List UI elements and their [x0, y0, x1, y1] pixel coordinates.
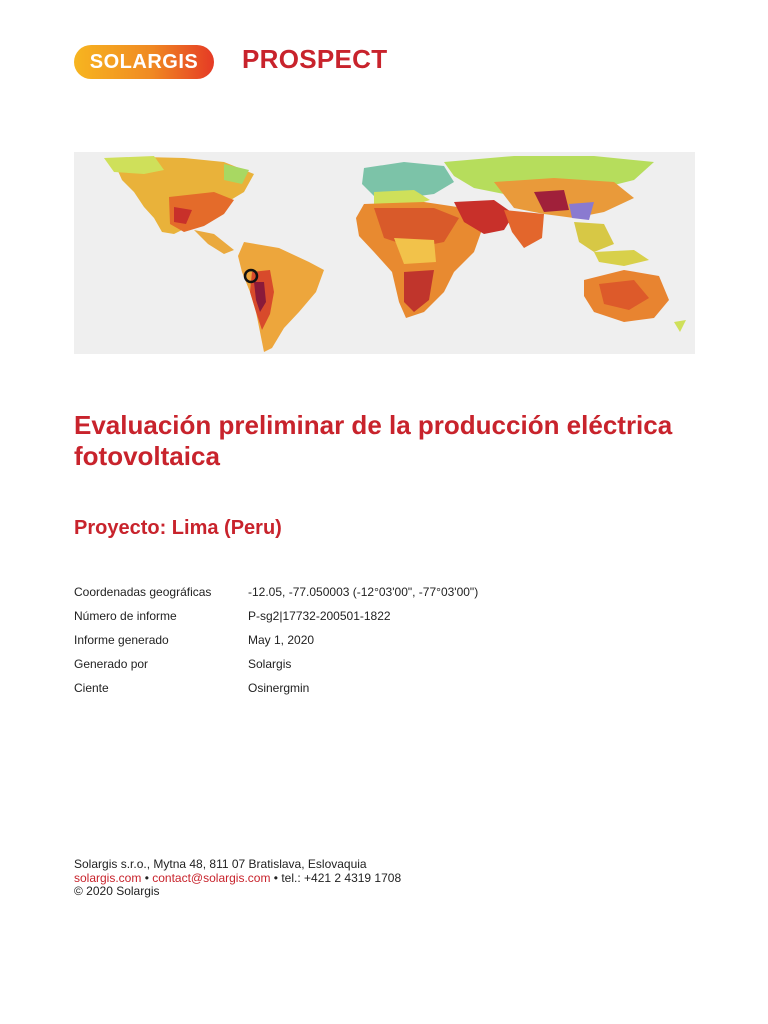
footer: [74, 858, 401, 899]
logo-text: SOLARGIS: [89, 51, 199, 73]
footer-copyright: © 2020 Solargis: [74, 884, 160, 898]
email-link[interactable]: contact@solargis.com: [152, 870, 271, 885]
info-label: Número de informe: [74, 609, 177, 623]
report-info-table: [74, 584, 478, 704]
website-link[interactable]: solargis.com: [74, 870, 142, 885]
project-title: Proyecto: Lima (Peru): [74, 517, 282, 539]
info-value: Solargis: [248, 657, 292, 671]
info-row: [74, 608, 478, 632]
report-title: Evaluación preliminar de la producción eléctrica fotovoltaica: [74, 410, 673, 471]
info-row: [74, 680, 478, 704]
info-value: -12.05, -77.050003 (-12°03'00", -77°03'00"): [248, 585, 479, 599]
separator: •: [141, 870, 153, 885]
info-label: Informe generado: [74, 633, 169, 647]
info-label: Coordenadas geográficas: [74, 585, 212, 599]
info-row: [74, 656, 478, 680]
info-value: P-sg2|17732-200501-1822: [248, 609, 391, 623]
info-label: Ciente: [74, 681, 109, 695]
solargis-logo: [74, 45, 214, 79]
product-name: PROSPECT: [242, 44, 388, 74]
info-label: Generado por: [74, 657, 149, 671]
footer-phone: tel.: +421 2 4319 1708: [281, 870, 402, 885]
info-row: [74, 632, 478, 656]
separator: •: [270, 870, 282, 885]
world-solar-irradiation-map: [74, 152, 695, 354]
footer-address: Solargis s.r.o., Mytna 48, 811 07 Bratislava, Eslovaquia: [74, 857, 367, 871]
footer-contact-line: [74, 872, 401, 886]
info-value: May 1, 2020: [248, 633, 315, 647]
info-value: Osinergmin: [248, 681, 310, 695]
info-row: [74, 584, 478, 608]
